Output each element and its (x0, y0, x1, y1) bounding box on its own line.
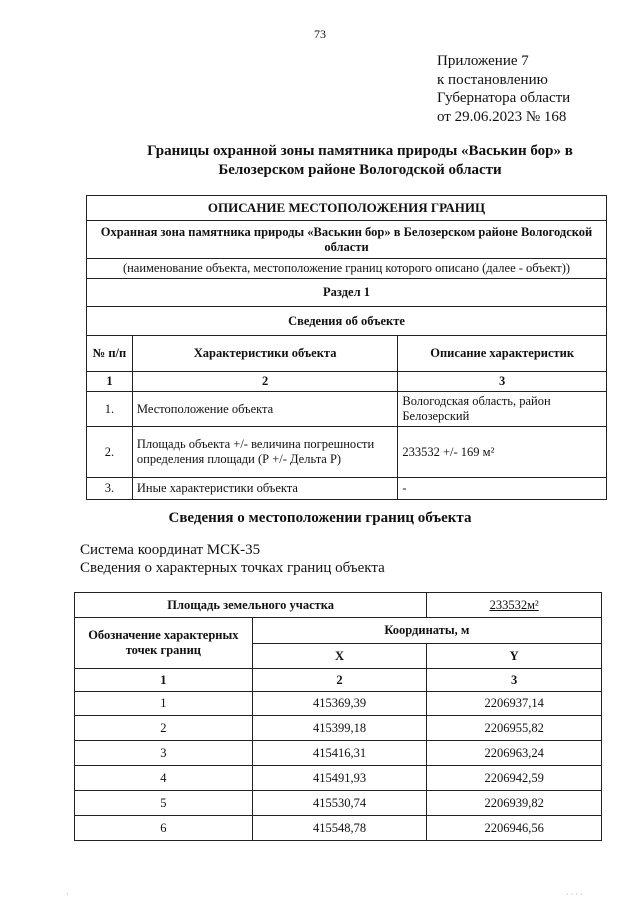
object-caption: (наименование объекта, местоположение границ которого описано (далее - объект)) (87, 259, 607, 279)
col-header-num: № п/п (87, 336, 133, 372)
table-row (75, 816, 602, 841)
section-title: Сведения об объекте (87, 307, 607, 336)
col-number-3: 3 (398, 372, 607, 392)
point-y: 2206963,24 (427, 741, 602, 766)
table-row (75, 716, 602, 741)
appendix-line-1: Приложение 7 (437, 53, 529, 69)
point-x: 415548,78 (252, 816, 427, 841)
points-col-number-3: 3 (427, 669, 602, 692)
point-y: 2206942,59 (427, 766, 602, 791)
table-row (75, 791, 602, 816)
boundary-heading: Сведения о местоположении границ объекта (168, 510, 472, 526)
point-x: 415399,18 (252, 716, 427, 741)
row-num: 1. (87, 392, 133, 427)
description-header: ОПИСАНИЕ МЕСТОПОЛОЖЕНИЯ ГРАНИЦ (87, 196, 607, 221)
point-x: 415369,39 (252, 692, 427, 716)
points-col-number-1: 1 (75, 669, 253, 692)
appendix-block (437, 52, 570, 126)
point-x: 415491,93 (252, 766, 427, 791)
table-row (87, 392, 607, 427)
points-caption: Сведения о характерных точках границ объекта (80, 560, 385, 576)
row-characteristic: Иные характеристики объекта (132, 478, 397, 500)
appendix-line-3: Губернатора области (437, 90, 571, 106)
title-line-1: Границы охранной зоны памятника природы «Васькин бор» в (147, 143, 573, 159)
coords-header: Координаты, м (252, 618, 601, 644)
point-y: 2206939,82 (427, 791, 602, 816)
appendix-line-2: к постановлению (437, 71, 548, 88)
description-table (86, 195, 607, 500)
col-header-characteristic: Характеристики объекта (132, 336, 397, 372)
coord-system: Система координат МСК-35 (80, 542, 261, 558)
row-description: - (398, 478, 607, 500)
point-y: 2206946,56 (427, 816, 602, 841)
point-id: 5 (75, 791, 253, 816)
col-number-1: 1 (87, 372, 133, 392)
table-row (75, 766, 602, 791)
table-row (87, 478, 607, 500)
point-id: 2 (75, 716, 253, 741)
title-line-2: Белозерском районе Вологодской области (218, 162, 502, 178)
object-name: Охранная зона памятника природы «Васькин бор» в Белозерском районе Вологодской области (87, 221, 607, 259)
point-id: 6 (75, 816, 253, 841)
point-id: 1 (75, 692, 253, 716)
table-row (75, 692, 602, 716)
area-label: Площадь земельного участка (75, 593, 427, 618)
scan-artifact-left: · (66, 890, 69, 899)
point-x: 415530,74 (252, 791, 427, 816)
appendix-line-4: от 29.06.2023 № 168 (437, 108, 567, 125)
point-y: 2206955,82 (427, 716, 602, 741)
points-col-number-2: 2 (252, 669, 427, 692)
row-num: 3. (87, 478, 133, 500)
table-row (75, 741, 602, 766)
table-row (87, 427, 607, 478)
row-description: 233532 +/- 169 м² (398, 427, 607, 478)
row-description: Вологодская область, район Белозерский (398, 392, 607, 427)
point-y: 2206937,14 (427, 692, 602, 716)
scan-artifact-right: · · · · (566, 890, 583, 899)
coordinate-info (80, 541, 385, 577)
section-label: Раздел 1 (87, 279, 607, 307)
x-header: X (252, 644, 427, 669)
point-x: 415416,31 (252, 741, 427, 766)
area-value: 233532м² (427, 593, 602, 618)
row-characteristic: Площадь объекта +/- величина погрешности определения площади (Р +/- Дельта Р) (132, 427, 397, 478)
point-id: 4 (75, 766, 253, 791)
row-num: 2. (87, 427, 133, 478)
y-header: Y (427, 644, 602, 669)
row-characteristic: Местоположение объекта (132, 392, 397, 427)
points-table (74, 592, 602, 841)
point-header: Обозначение характерных точек границ (75, 618, 253, 669)
point-id: 3 (75, 741, 253, 766)
col-number-2: 2 (132, 372, 397, 392)
document-title (60, 142, 640, 180)
page-number: 73 (314, 27, 326, 41)
col-header-description: Описание характеристик (398, 336, 607, 372)
